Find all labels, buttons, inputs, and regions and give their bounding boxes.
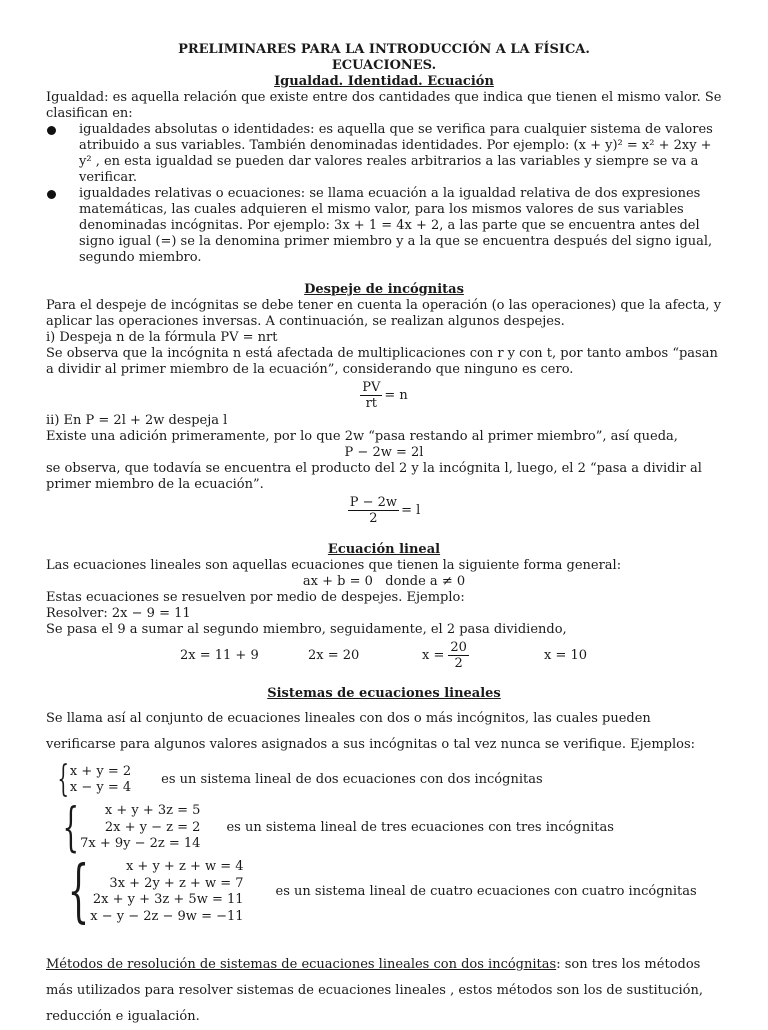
equation-rhs: = n [384, 387, 408, 403]
equation: x + y + 3z = 5 [104, 803, 201, 819]
fraction-numerator: 20 [450, 640, 467, 655]
document-title: PRELIMINARES PARA LA INTRODUCCIÓN A LA FÍSICA. [178, 42, 590, 57]
system-3x3-equations [80, 803, 200, 853]
bullet-icon [47, 190, 56, 199]
system-4x4 [46, 852, 722, 931]
equation: x − y − 2z − 9w = −11 [90, 908, 244, 924]
system-2x2 [46, 759, 722, 800]
document-subtitle: ECUACIONES. [331, 58, 437, 73]
system-3x3 [46, 798, 722, 858]
brace-icon: { [57, 759, 69, 800]
ecuacion-lineal-intro: Las ecuaciones lineales son aquellas ecuaciones que tienen la siguiente forma general: [46, 558, 622, 573]
general-form: ax + b = 0 donde a ≠ 0 [302, 574, 466, 589]
fraction-numerator: P − 2w [349, 495, 398, 510]
methods-paragraph [46, 952, 722, 1030]
equation: 2x + y − z = 2 [104, 819, 201, 835]
fraction-denominator: rt [365, 396, 378, 411]
step-3-lhs: x = [422, 647, 445, 663]
bullet-ecuaciones [46, 186, 722, 266]
section-heading-sistemas: Sistemas de ecuaciones lineales [267, 686, 501, 701]
example-2-result [46, 495, 722, 526]
system-3x3-description: es un sistema lineal de tres ecuaciones con tres incógnitas [226, 820, 614, 835]
despeje-intro: Para el despeje de incógnitas se debe tener en cuenta la operación (o las operaciones) que la afecta, y aplicar las operaciones inversas. A continuación, se realizan algunos despejes. [46, 298, 722, 329]
section-heading-despeje: Despeje de incógnitas [304, 282, 464, 297]
fraction-denominator: 2 [369, 511, 378, 526]
example-1-text: Se observa que la incógnita n está afectada de multiplicaciones con r y con t, por tanto ambos “pasan a dividir al primer miembro de la ecuación”, considerando que ninguno es cero. [46, 346, 718, 377]
example-2-text-2: se observa, que todavía se encuentra el producto del 2 y la incógnita l, luego, el 2 “pasa a dividir al primer miembro de la ecuación”. [46, 461, 702, 492]
section-heading-ecuacion-lineal: Ecuación lineal [327, 542, 441, 557]
solution-steps [46, 638, 722, 674]
fraction-denominator: 2 [454, 656, 463, 671]
equation: x + y + z + w = 4 [125, 859, 244, 874]
document-page [46, 42, 722, 1030]
example-2-title: ii) En P = 2l + 2w despeja l [46, 413, 228, 428]
step-1: 2x = 11 + 9 [180, 648, 259, 663]
bullet-identidades-text: igualdades absolutas o identidades: es aquella que se verifica para cualquier sistema de valores atribuido a sus variables. También denominadas identidades. Por ejemplo: (x + y)² = x² + 2xy + y² , en esta igualdad se pueden dar valores reales arbitrarios a las variables y siempre se va a verificar. [79, 122, 713, 185]
equation: 7x + 9y − 2z = 14 [80, 836, 201, 852]
bullet-icon [47, 126, 56, 135]
sistemas-intro: Se llama así al conjunto de ecuaciones lineales con dos o más incógnitos, las cuales pueden verificarse para algunos valores asignados a sus incógnitas o tal vez nunca se verifique. Ejemplos: [46, 711, 696, 752]
example-2-text: Existe una adición primeramente, por lo que 2w “pasa restando al primer miembro”, así queda, [46, 429, 678, 444]
equation: 2x + y + 3z + 5w = 11 [92, 892, 244, 907]
equation-rhs: = l [401, 502, 421, 518]
equation: x − y = 4 [69, 780, 132, 795]
example-1-title: i) Despeja n de la fórmula PV = nrt [46, 330, 278, 345]
fraction [348, 495, 399, 526]
methods-label: Métodos de resolución de sistemas de ecuaciones lineales con dos incógnitas [46, 957, 557, 972]
resolver-explanation: Se pasa el 9 a sumar al segundo miembro, seguidamente, el 2 pasa dividiendo, [46, 622, 567, 637]
step-3 [422, 640, 469, 671]
fraction-numerator: PV [362, 380, 381, 395]
section-heading-igualdad: Igualdad. Identidad. Ecuación [274, 74, 494, 89]
methods-text: : son tres los métodos más utilizados para resolver sistemas de ecuaciones lineales , estos métodos son los de sustitución, reducción e igualación. [46, 957, 703, 1024]
bullet-ecuaciones-text: igualdades relativas o ecuaciones: se llama ecuación a la igualdad relativa de dos expresiones matemáticas, las cuales adquieren el mismo valor, para los mismos valores de sus variables denominadas incógnitas. Por ejemplo: 3x + 1 = 4x + 2, a las parte que se encuentra antes del signo igual (=) se la denomina primer miembro y a la que se encuentra después del signo igual, segundo miembro. [79, 186, 713, 265]
step-2: 2x = 20 [308, 648, 360, 663]
brace-icon: { [67, 852, 90, 931]
fraction [448, 640, 469, 671]
igualdad-bullets [46, 122, 722, 266]
igualdad-intro: Igualdad: es aquella relación que existe entre dos cantidades que indica que tienen el mismo valor. Se clasifican en: [46, 90, 722, 121]
brace-icon: { [62, 798, 80, 858]
system-2x2-description: es un sistema lineal de dos ecuaciones con dos incógnitas [161, 772, 543, 787]
step-4: x = 10 [544, 648, 588, 663]
fraction [360, 380, 382, 411]
bullet-identidades [46, 122, 722, 186]
ecuacion-lineal-text: Estas ecuaciones se resuelven por medio de despejes. Ejemplo: [46, 590, 465, 605]
resolver-equation: Resolver: 2x − 9 = 11 [46, 606, 191, 621]
equation: x + y = 2 [69, 763, 132, 779]
equation: 3x + 2y + z + w = 7 [109, 875, 244, 891]
system-2x2-equations [70, 764, 131, 797]
system-4x4-description: es un sistema lineal de cuatro ecuaciones con cuatro incógnitas [275, 884, 697, 899]
system-4x4-equations [90, 859, 243, 925]
example-1-equation [46, 380, 722, 411]
example-2-equation: P − 2w = 2l [344, 445, 424, 460]
